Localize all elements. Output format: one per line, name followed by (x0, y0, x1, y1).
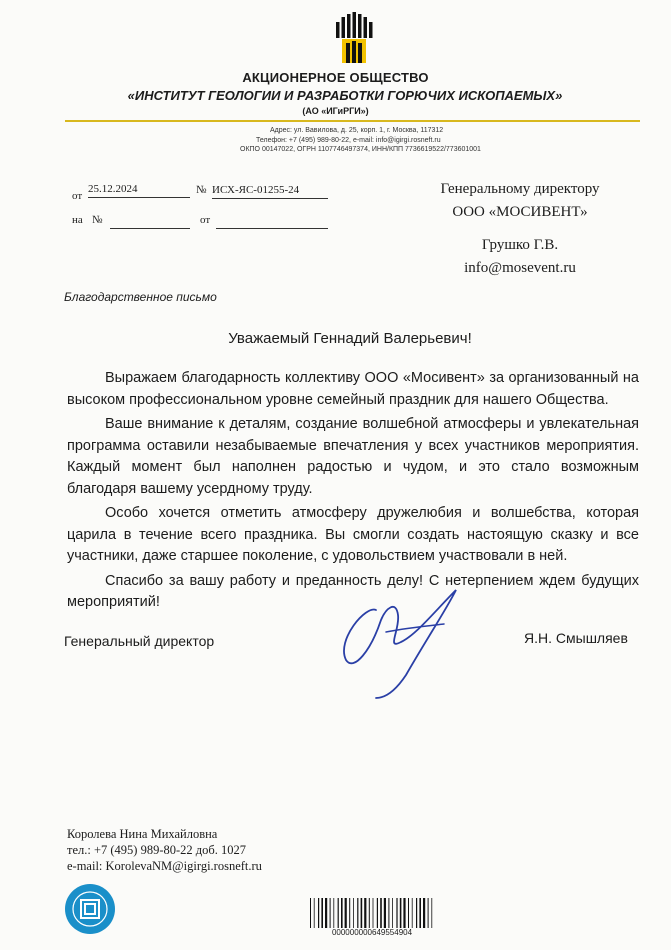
executor-contacts (67, 826, 262, 874)
company-name-line1: АКЦИОНЕРНОЕ ОБЩЕСТВО (242, 70, 429, 85)
barcode-bar (310, 898, 311, 928)
ref-reply-date-line (216, 214, 328, 229)
ref-reply-label: на (72, 214, 83, 226)
barcode-bar (408, 898, 409, 928)
addressee-position: Генеральному директору (440, 181, 600, 197)
addressee-block (420, 178, 620, 280)
addressee-name: Грушко Г.В. (481, 237, 559, 253)
letter-greeting: Уважаемый Геннадий Валерьевич! (228, 330, 472, 347)
addressee-email: info@mosevent.ru (464, 260, 576, 276)
ref-reply-number-line (110, 214, 190, 229)
barcode-bar (419, 898, 421, 928)
barcode-bar (380, 898, 382, 928)
handwritten-signature-icon (326, 580, 486, 700)
company-details (240, 126, 500, 155)
barcode-bar (369, 898, 370, 928)
barcode-bar (314, 898, 315, 928)
paragraph-2: Ваше внимание к деталям, создание волшебной атмосферы и увлекательная программа оставили незабываемые впечатления у всех участников мероприятия. Каждый момент был наполнен радостью и чудом, и это стало возможным благодаря вашему усердному труду. (67, 416, 639, 497)
certification-badge-icon (64, 883, 116, 935)
barcode-bar (377, 898, 378, 928)
barcode-bar (318, 898, 319, 928)
barcode-bar (321, 898, 323, 928)
barcode-bar (392, 898, 393, 928)
barcode-bar (416, 898, 417, 928)
barcode-bar (330, 898, 331, 928)
barcode-bar (373, 898, 374, 928)
barcode-bar (396, 898, 397, 928)
barcode-bar (361, 898, 363, 928)
ref-from-label: от (72, 190, 83, 202)
company-name-line2: «ИНСТИТУТ ГЕОЛОГИИ И РАЗРАБОТКИ ГОРЮЧИХ ИСКОПАЕМЫХ» (127, 88, 563, 103)
signer-title: Генеральный директор (64, 633, 215, 649)
barcode-bar (325, 898, 327, 928)
addressee-company: ООО «МОСИВЕНТ» (452, 204, 588, 220)
barcode-bar (412, 898, 413, 928)
barcode-bar (428, 898, 429, 928)
barcode-bar (364, 898, 366, 928)
ref-number: ИСХ-ЯС-01255-24 (212, 184, 328, 199)
company-contacts: Телефон: +7 (495) 989-80-22, e-mail: info@igirgi.rosneft.ru (256, 136, 441, 144)
paragraph-1: Выражаем благодарность коллективу ООО «Мосивент» за организованный на высоком профессиональном уровне семейный праздник для нашего Общества. (67, 370, 639, 408)
paragraph-4: Спасибо за вашу работу и преданность делу! С нетерпением ждем будущих мероприятий! (67, 572, 639, 610)
barcode-bar (333, 898, 334, 928)
barcode-bar (341, 898, 343, 928)
paragraph-3: Особо хочется отметить атмосферу дружелюбия и волшебства, которая царила в течение всего праздника. Вы смогли создать настоящую сказку и все участники, даже старшее поколение, с удовольствием участвовали в ней. (67, 505, 639, 564)
barcode-bar (403, 898, 405, 928)
letter-subject: Благодарственное письмо (64, 290, 217, 304)
barcode-bar (388, 898, 389, 928)
barcode-bar (357, 898, 358, 928)
barcode-bar (384, 898, 386, 928)
header-divider (65, 120, 640, 122)
signer-name: Я.Н. Смышляев (524, 630, 628, 646)
executor-name: Королева Нина Михайловна (67, 827, 218, 841)
barcode-number: 000000000649554904 (308, 928, 436, 937)
barcode-bar (431, 898, 432, 928)
ref-reply-from-label: от (200, 214, 211, 226)
company-short-name: (АО «ИГиРГИ») (302, 106, 369, 116)
company-address: Адрес: ул. Вавилова, д. 25, корп. 1, г. Москва, 117312 (270, 127, 444, 134)
ref-date: 25.12.2024 (88, 183, 190, 198)
barcode-bar (349, 898, 350, 928)
executor-email: e-mail: KorolevaNM@igirgi.rosneft.ru (67, 859, 262, 873)
barcode-bar (423, 898, 425, 928)
ref-number-label: № (196, 184, 207, 196)
barcode-bar (400, 898, 402, 928)
barcode-bar (345, 898, 347, 928)
ref-reply-number-label: № (92, 214, 103, 226)
barcode-bar (353, 898, 354, 928)
company-logo-icon (334, 12, 374, 64)
executor-phone: тел.: +7 (495) 989-80-22 доб. 1027 (67, 843, 247, 857)
barcode-bar (338, 898, 339, 928)
company-registry: ОКПО 00147022, ОГРН 1107746497374, ИНН/КПП 7736619522/773601001 (240, 146, 481, 153)
